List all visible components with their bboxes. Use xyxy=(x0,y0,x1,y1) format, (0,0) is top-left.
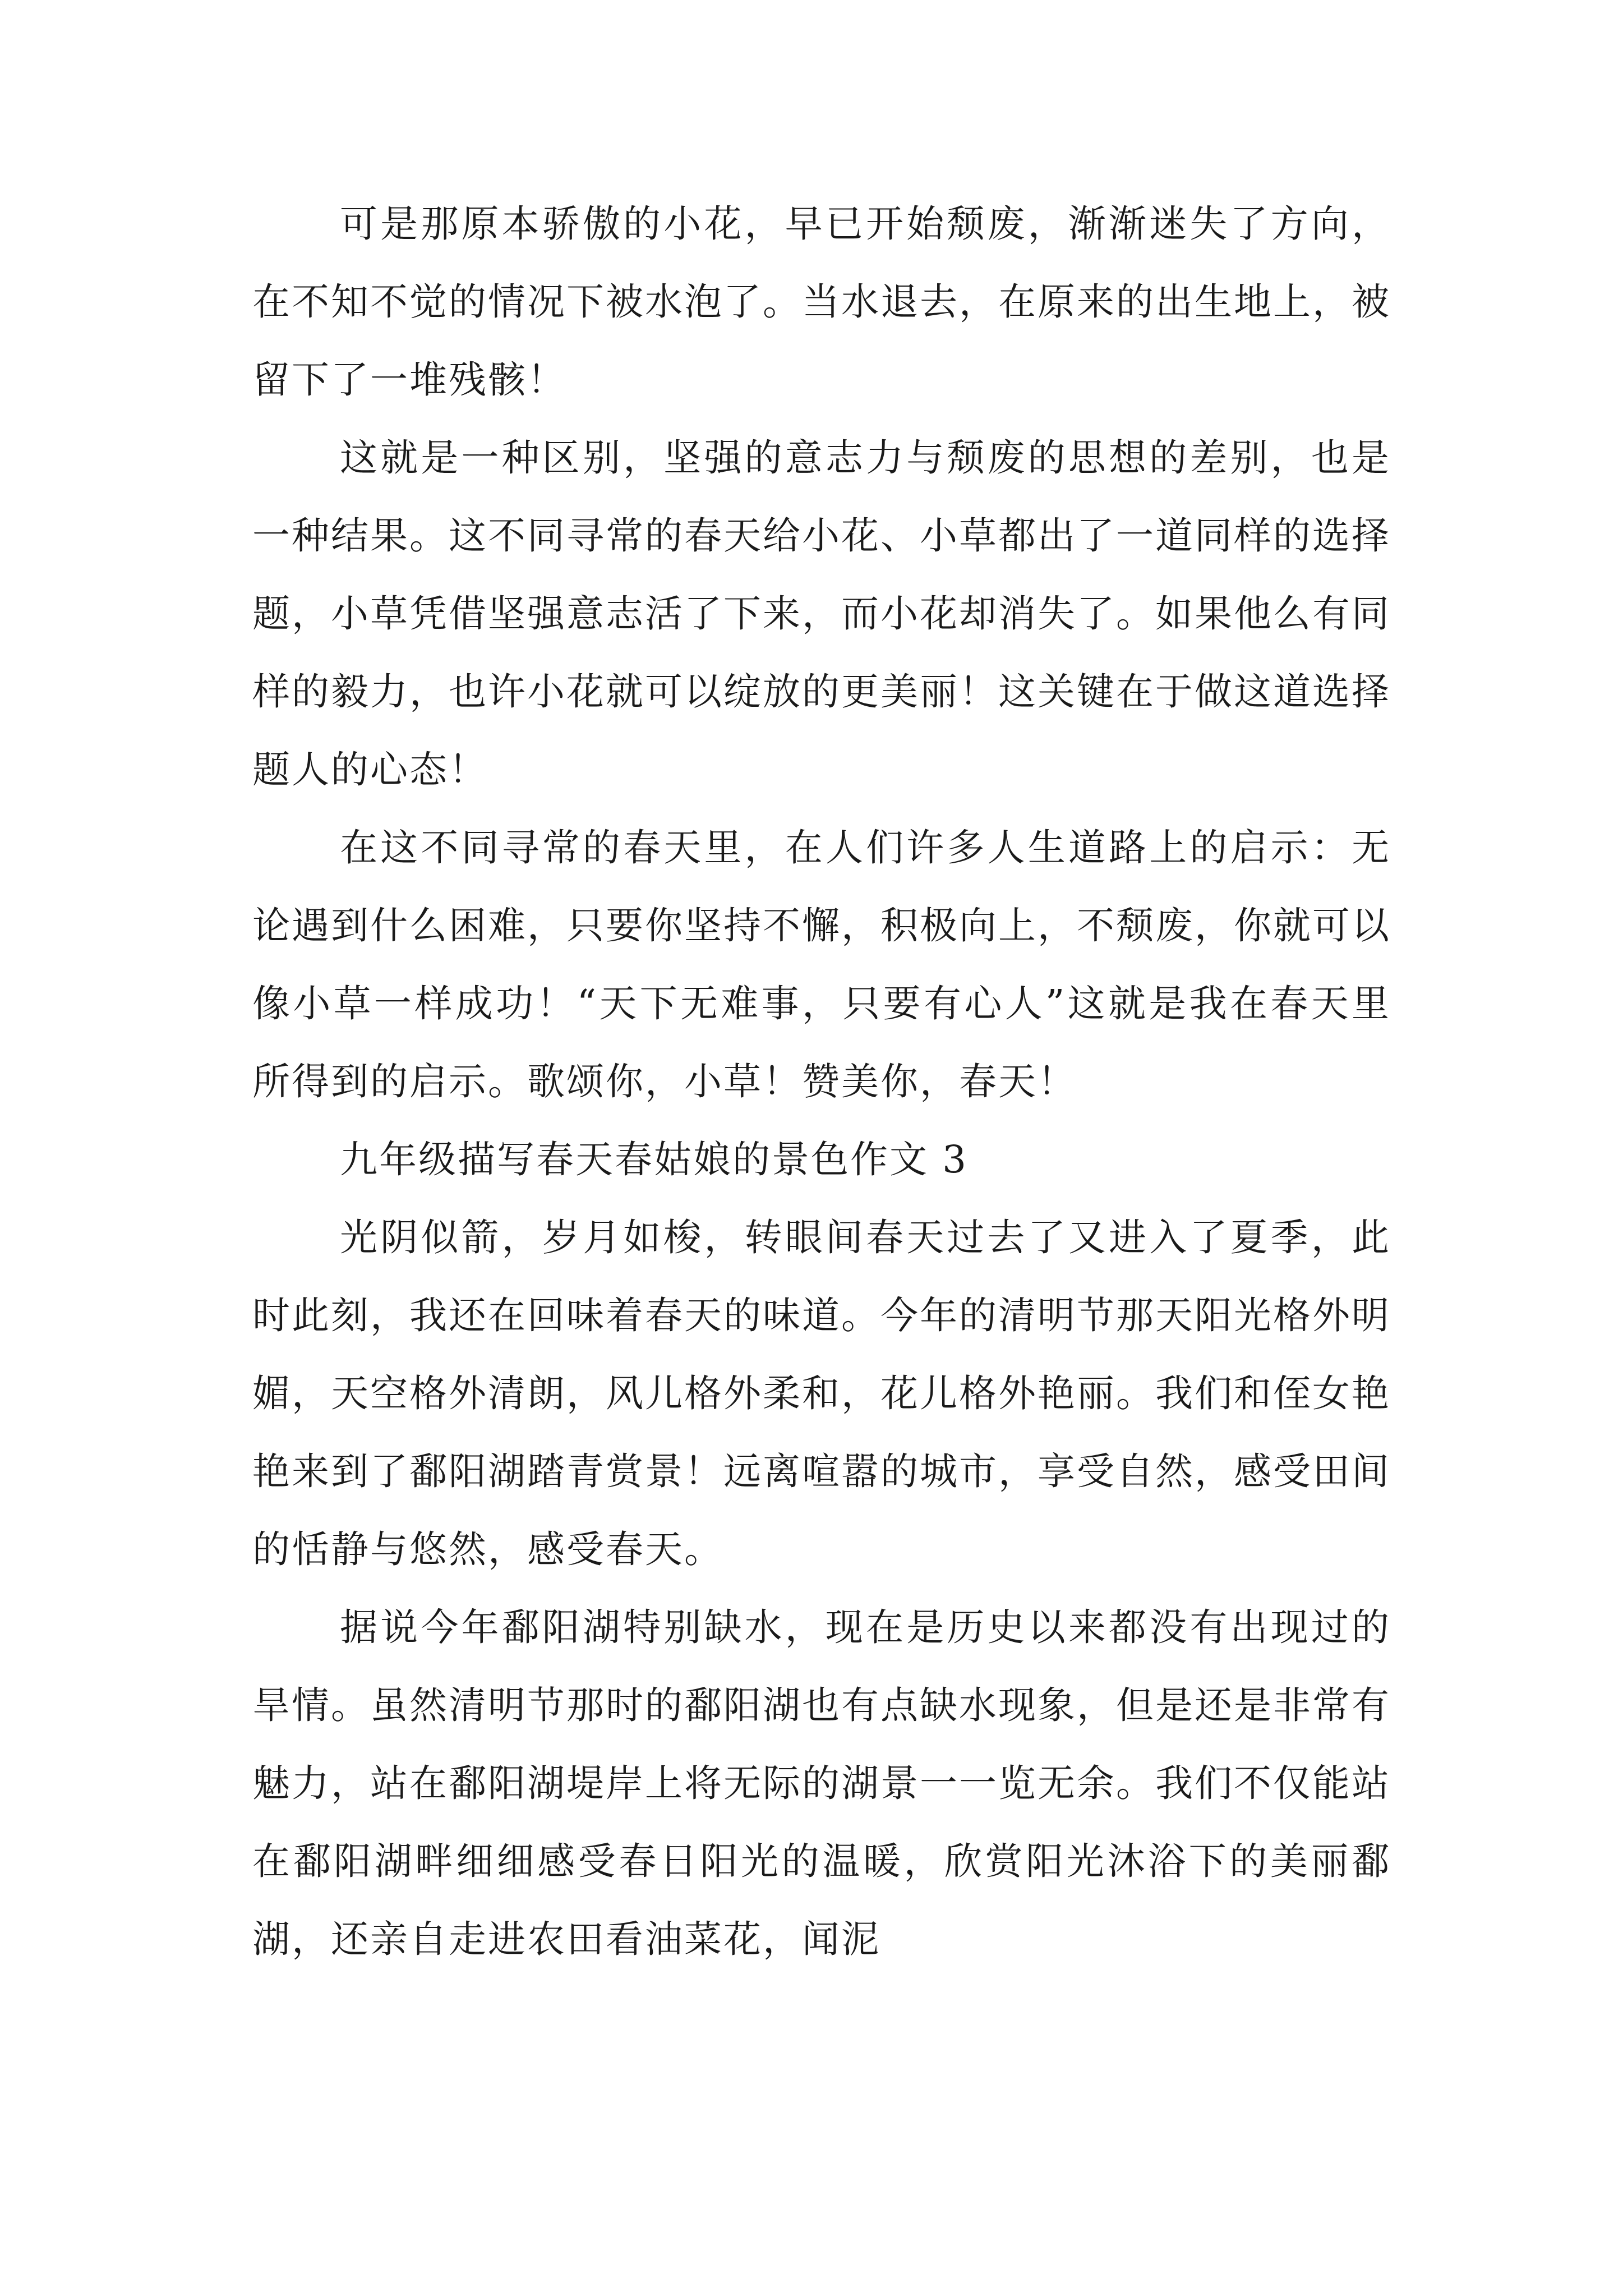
paragraph-poyang-trip: 光阴似箭，岁月如梭，转眼间春天过去了又进入了夏季，此时此刻，我还在回味着春天的味道。今年的清明节那天阳光格外明媚，天空格外清朗，风儿格外柔和，花儿格外艳丽。我们和侄女艳艳来到了鄱阳湖踏青赏景！远离喧嚣的城市，享受自然，感受田间的恬静与悠然，感受春天。 xyxy=(252,1216,1391,1571)
essay-heading: 九年级描写春天春姑娘的景色作文 3 xyxy=(340,1138,968,1181)
paragraph-poyang-drought: 据说今年鄱阳湖特别缺水，现在是历史以来都没有出现过的旱情。虽然清明节那时的鄱阳湖也有点缺水现象，但是还是非常有魅力，站在鄱阳湖堤岸上将无际的湖景一一览无余。我们不仅能站在鄱阳湖畔细细感受春日阳光的温暖，欣赏阳光沐浴下的美丽鄱湖，还亲自走进农田看油菜花，闻泥 xyxy=(252,1605,1391,1961)
paragraph-flower-decay: 可是那原本骄傲的小花，早已开始颓废，渐渐迷失了方向，在不知不觉的情况下被水泡了。当水退去，在原来的出生地上，被留下了一堆残骸！ xyxy=(252,202,1391,402)
paragraph-willpower-difference: 这就是一种区别，坚强的意志力与颓废的思想的差别，也是一种结果。这不同寻常的春天给小花、小草都出了一道同样的选择题，小草凭借坚强意志活了下来，而小花却消失了。如果他么有同样的毅力，也许小花就可以绽放的更美丽！这关键在于做这道选择题人的心态！ xyxy=(252,436,1391,792)
paragraph-spring-lesson: 在这不同寻常的春天里，在人们许多人生道路上的启示：无论遇到什么困难，只要你坚持不懈，积极向上，不颓废，你就可以像小草一样成功！“天下无难事，只要有心人”这就是我在春天里所得到的启示。歌颂你，小草！赞美你，春天！ xyxy=(252,826,1391,1103)
document-body xyxy=(252,185,1391,1978)
